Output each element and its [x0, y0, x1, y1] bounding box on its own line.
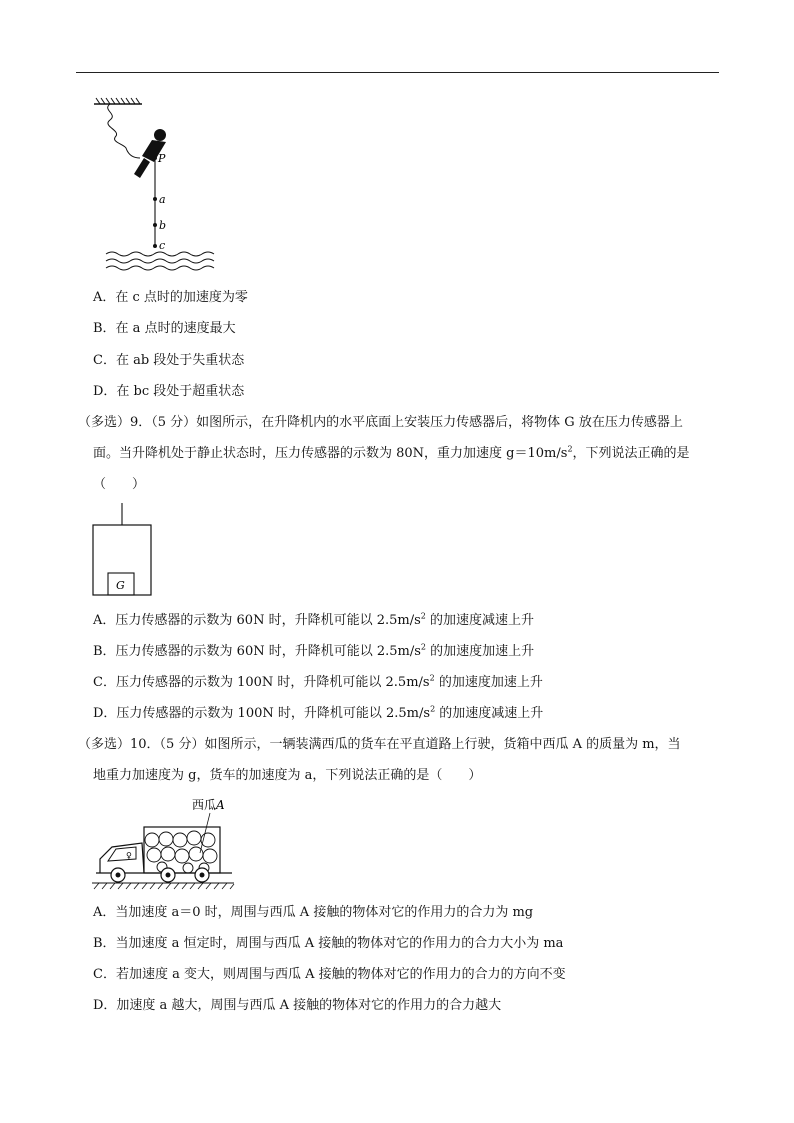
header-rule [76, 72, 719, 73]
point-a-label: a [159, 193, 166, 206]
point-c-label: c [159, 239, 166, 252]
watermelon-label: 西瓜 [192, 798, 217, 812]
q9-answer-blank: （ ） [93, 477, 146, 492]
q10-stem-line1: （多选）10．（5 分）如图所示，一辆装满西瓜的货车在平直道路上行驶，货箱中西瓜 A 的质量为 m，当 [78, 737, 681, 752]
q9-option-d: D．压力传感器的示数为 100N 时，升降机可能以 $2.5m/s^2$ 的加速度减速上升 [93, 704, 544, 721]
q8-option-b: B．在 a 点时的速度最大 [93, 321, 236, 336]
elevator-figure [92, 503, 154, 598]
q8-option-d: D．在 bc 段处于超重状态 [93, 384, 245, 399]
watermelon-truck-figure [92, 795, 237, 890]
svg-text:♀: ♀ [126, 851, 132, 860]
q10-option-d: D．加速度 a 越大，周围与西瓜 A 接触的物体对它的作用力的合力越大 [93, 998, 502, 1013]
point-p-label: P [158, 152, 166, 165]
q8-option-c: C．在 ab 段处于失重状态 [93, 353, 245, 368]
point-b-label: b [159, 219, 167, 232]
q10-option-a: A．当加速度 a＝0 时，周围与西瓜 A 接触的物体对它的作用力的合力为 mg [93, 905, 534, 920]
q9-stem-line1: （多选）9．（5 分）如图所示，在升降机内的水平底面上安装压力传感器后，将物体 G 放在压力传感器上 [78, 415, 683, 430]
object-g-label: G [116, 579, 125, 592]
q8-option-a: A．在 c 点时的加速度为零 [93, 290, 248, 305]
q9-stem-line2: 面。当升降机处于静止状态时，压力传感器的示数为 80N，重力加速度 $g=10m/s^2$，下列说法正确的是 [93, 444, 690, 461]
q10-option-b: B．当加速度 a 恒定时，周围与西瓜 A 接触的物体对它的作用力的合力大小为 ma [93, 936, 564, 951]
q9-option-b: B．压力传感器的示数为 60N 时，升降机可能以 $2.5m/s^2$ 的加速度加速上升 [93, 642, 535, 659]
q9-option-a: A．压力传感器的示数为 60N 时，升降机可能以 $2.5m/s^2$ 的加速度减速上升 [93, 611, 534, 628]
q10-stem-line2: 地重力加速度为 g，货车的加速度为 a，下列说法正确的是（ ） [93, 768, 482, 783]
watermelon-a-label: A [216, 798, 225, 812]
q10-option-c: C．若加速度 a 变大，则周围与西瓜 A 接触的物体对它的作用力的合力的方向不变 [93, 967, 566, 982]
q9-option-c: C．压力传感器的示数为 100N 时，升降机可能以 $2.5m/s^2$ 的加速度加速上升 [93, 673, 543, 690]
bungee-jump-figure [92, 98, 212, 278]
